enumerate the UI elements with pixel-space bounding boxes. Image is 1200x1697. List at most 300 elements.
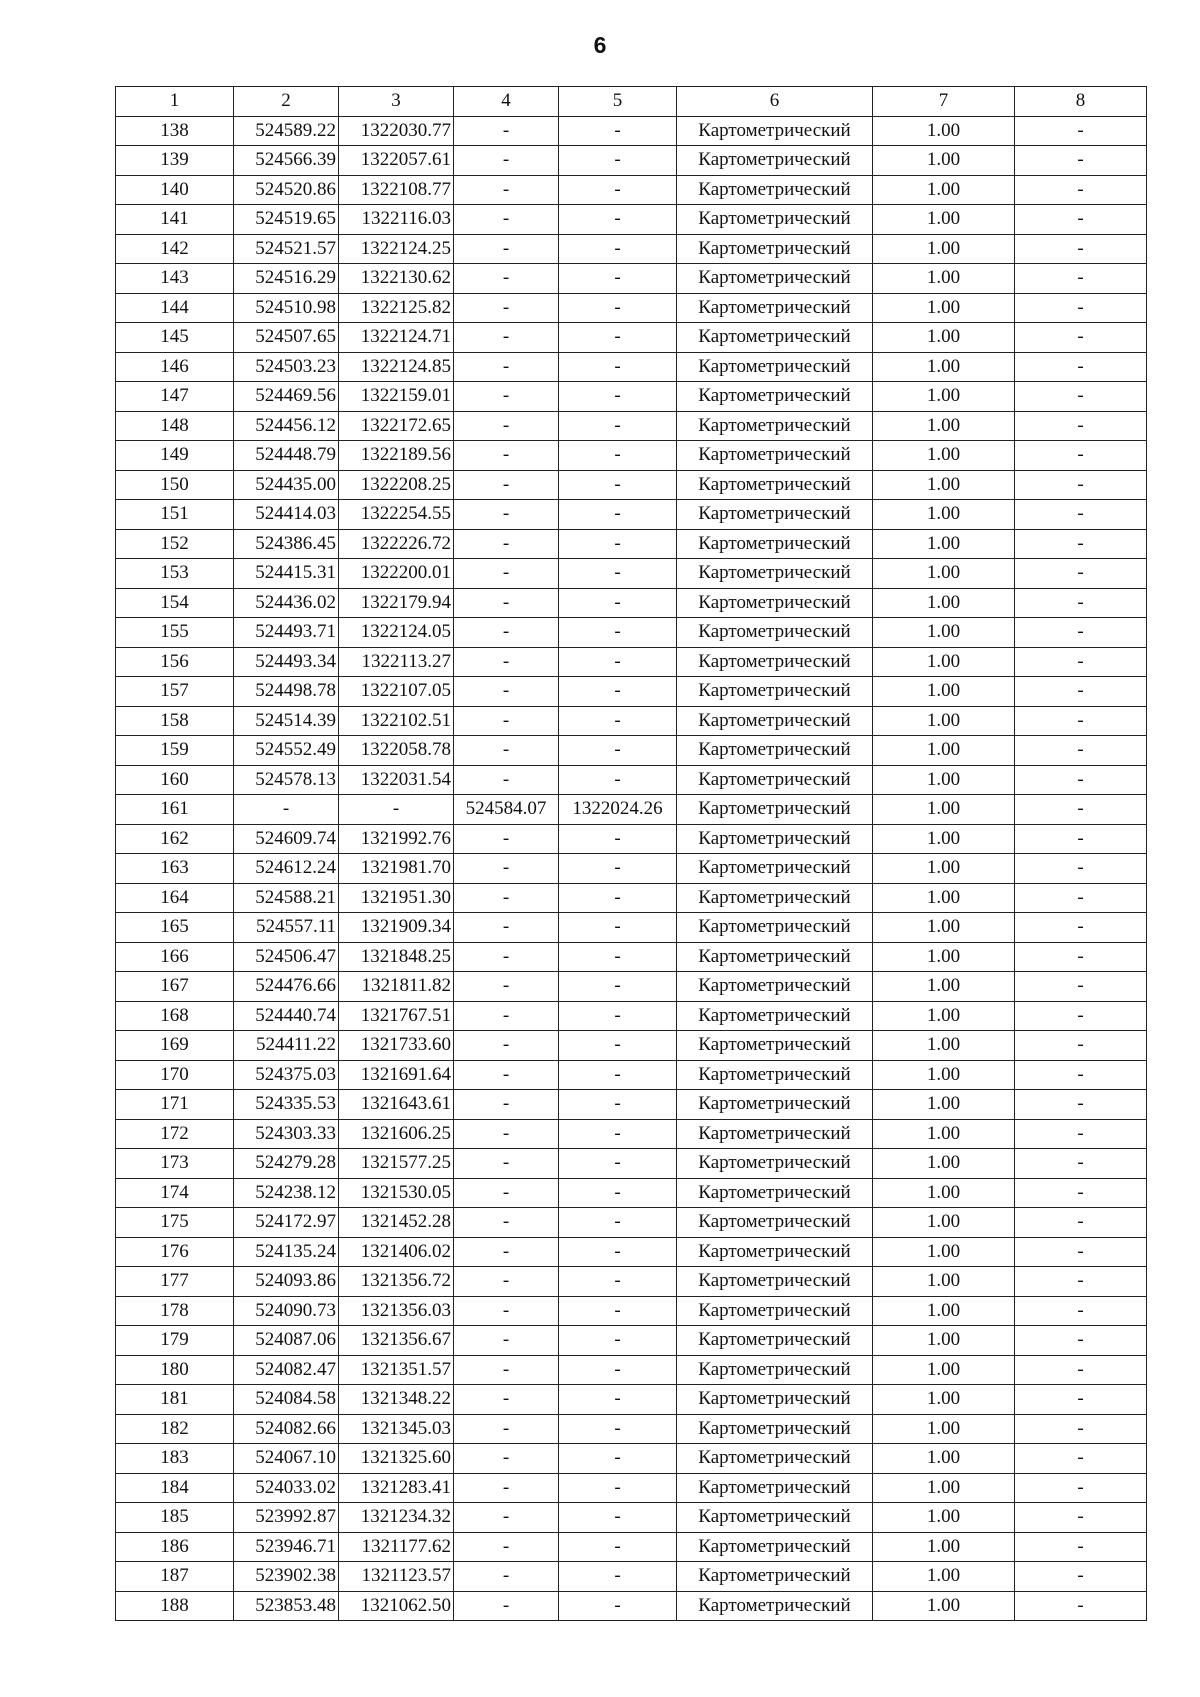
- cell-x-coordinate-alt: -: [454, 1296, 559, 1326]
- cell-accuracy: 1.00: [873, 706, 1015, 736]
- cell-accuracy: 1.00: [873, 1296, 1015, 1326]
- cell-point-number: 187: [116, 1562, 234, 1592]
- cell-y-coordinate: 1322125.82: [339, 293, 454, 323]
- cell-method: Картометрический: [677, 1503, 873, 1533]
- cell-description: -: [1015, 352, 1147, 382]
- cell-accuracy: 1.00: [873, 559, 1015, 589]
- cell-accuracy: 1.00: [873, 146, 1015, 176]
- cell-point-number: 188: [116, 1591, 234, 1621]
- cell-method: Картометрический: [677, 175, 873, 205]
- cell-point-number: 152: [116, 529, 234, 559]
- table-row: [116, 1562, 1147, 1592]
- cell-y-coordinate: 1321351.57: [339, 1355, 454, 1385]
- cell-y-coordinate-alt: -: [559, 824, 677, 854]
- cell-x-coordinate: 524589.22: [234, 116, 339, 146]
- cell-x-coordinate-alt: -: [454, 234, 559, 264]
- cell-accuracy: 1.00: [873, 352, 1015, 382]
- cell-y-coordinate-alt: 1322024.26: [559, 795, 677, 825]
- table-row: [116, 1385, 1147, 1415]
- cell-y-coordinate-alt: -: [559, 588, 677, 618]
- cell-x-coordinate: 524067.10: [234, 1444, 339, 1474]
- cell-x-coordinate-alt: -: [454, 1355, 559, 1385]
- cell-y-coordinate: 1322108.77: [339, 175, 454, 205]
- cell-x-coordinate: 524279.28: [234, 1149, 339, 1179]
- cell-x-coordinate: 524448.79: [234, 441, 339, 471]
- cell-x-coordinate: 524082.47: [234, 1355, 339, 1385]
- cell-accuracy: 1.00: [873, 1532, 1015, 1562]
- cell-y-coordinate-alt: -: [559, 1060, 677, 1090]
- cell-method: Картометрический: [677, 441, 873, 471]
- cell-x-coordinate: 523946.71: [234, 1532, 339, 1562]
- cell-point-number: 143: [116, 264, 234, 294]
- cell-x-coordinate-alt: -: [454, 470, 559, 500]
- cell-x-coordinate: 524519.65: [234, 205, 339, 235]
- cell-description: -: [1015, 1326, 1147, 1356]
- cell-x-coordinate-alt: -: [454, 824, 559, 854]
- cell-y-coordinate-alt: -: [559, 1532, 677, 1562]
- cell-method: Картометрический: [677, 1178, 873, 1208]
- cell-x-coordinate: -: [234, 795, 339, 825]
- cell-point-number: 145: [116, 323, 234, 353]
- cell-x-coordinate-alt: -: [454, 618, 559, 648]
- cell-accuracy: 1.00: [873, 1562, 1015, 1592]
- table-row: [116, 352, 1147, 382]
- cell-x-coordinate: 523853.48: [234, 1591, 339, 1621]
- cell-y-coordinate: 1322189.56: [339, 441, 454, 471]
- coordinates-table: [115, 86, 1147, 1621]
- cell-accuracy: 1.00: [873, 588, 1015, 618]
- cell-description: -: [1015, 470, 1147, 500]
- table-row: [116, 411, 1147, 441]
- cell-x-coordinate: 524415.31: [234, 559, 339, 589]
- cell-description: -: [1015, 736, 1147, 766]
- cell-x-coordinate-alt: -: [454, 1473, 559, 1503]
- cell-description: -: [1015, 1562, 1147, 1592]
- cell-x-coordinate: 524476.66: [234, 972, 339, 1002]
- cell-y-coordinate: 1321733.60: [339, 1031, 454, 1061]
- cell-y-coordinate: 1322208.25: [339, 470, 454, 500]
- cell-x-coordinate: 524498.78: [234, 677, 339, 707]
- table-row: [116, 618, 1147, 648]
- cell-x-coordinate: 524588.21: [234, 883, 339, 913]
- cell-point-number: 172: [116, 1119, 234, 1149]
- cell-point-number: 164: [116, 883, 234, 913]
- cell-accuracy: 1.00: [873, 854, 1015, 884]
- cell-method: Картометрический: [677, 264, 873, 294]
- cell-point-number: 155: [116, 618, 234, 648]
- header-cell-1: 1: [116, 87, 234, 117]
- cell-description: -: [1015, 677, 1147, 707]
- cell-accuracy: 1.00: [873, 293, 1015, 323]
- cell-accuracy: 1.00: [873, 1326, 1015, 1356]
- table-row: [116, 854, 1147, 884]
- cell-y-coordinate: 1322031.54: [339, 765, 454, 795]
- cell-method: Картометрический: [677, 323, 873, 353]
- cell-y-coordinate: 1321452.28: [339, 1208, 454, 1238]
- cell-method: Картометрический: [677, 352, 873, 382]
- cell-y-coordinate-alt: -: [559, 1178, 677, 1208]
- cell-x-coordinate: 524578.13: [234, 765, 339, 795]
- cell-accuracy: 1.00: [873, 795, 1015, 825]
- cell-point-number: 138: [116, 116, 234, 146]
- cell-method: Картометрический: [677, 559, 873, 589]
- cell-y-coordinate: 1322200.01: [339, 559, 454, 589]
- cell-x-coordinate-alt: -: [454, 1237, 559, 1267]
- cell-method: Картометрический: [677, 205, 873, 235]
- cell-point-number: 178: [116, 1296, 234, 1326]
- cell-x-coordinate-alt: -: [454, 1326, 559, 1356]
- cell-y-coordinate: 1321530.05: [339, 1178, 454, 1208]
- cell-x-coordinate: 524503.23: [234, 352, 339, 382]
- cell-x-coordinate-alt: -: [454, 765, 559, 795]
- cell-x-coordinate-alt: -: [454, 706, 559, 736]
- cell-method: Картометрический: [677, 913, 873, 943]
- cell-y-coordinate: 1322226.72: [339, 529, 454, 559]
- cell-y-coordinate-alt: -: [559, 441, 677, 471]
- cell-point-number: 171: [116, 1090, 234, 1120]
- cell-method: Картометрический: [677, 883, 873, 913]
- cell-y-coordinate: 1321909.34: [339, 913, 454, 943]
- table-header: [116, 87, 1147, 117]
- cell-y-coordinate-alt: -: [559, 618, 677, 648]
- cell-description: -: [1015, 854, 1147, 884]
- cell-y-coordinate-alt: -: [559, 647, 677, 677]
- table-row: [116, 972, 1147, 1002]
- cell-method: Картометрический: [677, 1591, 873, 1621]
- cell-x-coordinate: 524093.86: [234, 1267, 339, 1297]
- cell-y-coordinate: -: [339, 795, 454, 825]
- cell-description: -: [1015, 883, 1147, 913]
- cell-accuracy: 1.00: [873, 323, 1015, 353]
- cell-description: -: [1015, 1060, 1147, 1090]
- cell-x-coordinate-alt: -: [454, 972, 559, 1002]
- table-row: [116, 588, 1147, 618]
- cell-description: -: [1015, 1355, 1147, 1385]
- cell-method: Картометрический: [677, 795, 873, 825]
- cell-x-coordinate-alt: -: [454, 323, 559, 353]
- cell-point-number: 174: [116, 1178, 234, 1208]
- table-row: [116, 1355, 1147, 1385]
- cell-x-coordinate-alt: -: [454, 854, 559, 884]
- cell-y-coordinate-alt: -: [559, 854, 677, 884]
- cell-accuracy: 1.00: [873, 1444, 1015, 1474]
- cell-point-number: 153: [116, 559, 234, 589]
- cell-y-coordinate: 1321177.62: [339, 1532, 454, 1562]
- cell-point-number: 179: [116, 1326, 234, 1356]
- cell-method: Картометрический: [677, 1473, 873, 1503]
- cell-y-coordinate-alt: -: [559, 234, 677, 264]
- cell-description: -: [1015, 175, 1147, 205]
- cell-x-coordinate: 523902.38: [234, 1562, 339, 1592]
- cell-description: -: [1015, 1149, 1147, 1179]
- cell-accuracy: 1.00: [873, 824, 1015, 854]
- cell-point-number: 180: [116, 1355, 234, 1385]
- table-row: [116, 559, 1147, 589]
- cell-accuracy: 1.00: [873, 618, 1015, 648]
- cell-x-coordinate: 524436.02: [234, 588, 339, 618]
- cell-description: -: [1015, 618, 1147, 648]
- cell-y-coordinate-alt: -: [559, 175, 677, 205]
- cell-point-number: 149: [116, 441, 234, 471]
- cell-method: Картометрический: [677, 500, 873, 530]
- cell-x-coordinate: 524386.45: [234, 529, 339, 559]
- cell-method: Картометрический: [677, 382, 873, 412]
- cell-description: -: [1015, 1503, 1147, 1533]
- cell-y-coordinate: 1322130.62: [339, 264, 454, 294]
- cell-x-coordinate-alt: -: [454, 942, 559, 972]
- cell-accuracy: 1.00: [873, 1119, 1015, 1149]
- cell-y-coordinate-alt: -: [559, 1208, 677, 1238]
- table-row: [116, 1060, 1147, 1090]
- cell-accuracy: 1.00: [873, 441, 1015, 471]
- cell-description: -: [1015, 1473, 1147, 1503]
- cell-accuracy: 1.00: [873, 1001, 1015, 1031]
- cell-y-coordinate-alt: -: [559, 470, 677, 500]
- table-row: [116, 1178, 1147, 1208]
- cell-method: Картометрический: [677, 1355, 873, 1385]
- cell-point-number: 140: [116, 175, 234, 205]
- cell-method: Картометрический: [677, 972, 873, 1002]
- cell-y-coordinate-alt: -: [559, 1296, 677, 1326]
- cell-point-number: 141: [116, 205, 234, 235]
- header-cell-6: 6: [677, 87, 873, 117]
- cell-x-coordinate-alt: -: [454, 1178, 559, 1208]
- cell-x-coordinate: 524375.03: [234, 1060, 339, 1090]
- cell-y-coordinate-alt: -: [559, 323, 677, 353]
- cell-point-number: 151: [116, 500, 234, 530]
- cell-x-coordinate: 524552.49: [234, 736, 339, 766]
- cell-x-coordinate: 523992.87: [234, 1503, 339, 1533]
- cell-y-coordinate-alt: -: [559, 883, 677, 913]
- cell-point-number: 177: [116, 1267, 234, 1297]
- cell-accuracy: 1.00: [873, 234, 1015, 264]
- cell-y-coordinate-alt: -: [559, 765, 677, 795]
- header-cell-3: 3: [339, 87, 454, 117]
- cell-x-coordinate: 524303.33: [234, 1119, 339, 1149]
- cell-description: -: [1015, 264, 1147, 294]
- cell-x-coordinate-alt: -: [454, 913, 559, 943]
- cell-accuracy: 1.00: [873, 677, 1015, 707]
- table-row: [116, 116, 1147, 146]
- cell-accuracy: 1.00: [873, 1473, 1015, 1503]
- cell-x-coordinate: 524516.29: [234, 264, 339, 294]
- cell-point-number: 148: [116, 411, 234, 441]
- cell-y-coordinate: 1321577.25: [339, 1149, 454, 1179]
- cell-point-number: 184: [116, 1473, 234, 1503]
- cell-point-number: 170: [116, 1060, 234, 1090]
- cell-y-coordinate-alt: -: [559, 1267, 677, 1297]
- cell-description: -: [1015, 824, 1147, 854]
- cell-y-coordinate-alt: -: [559, 1473, 677, 1503]
- cell-description: -: [1015, 706, 1147, 736]
- cell-y-coordinate: 1321606.25: [339, 1119, 454, 1149]
- table-row: [116, 1208, 1147, 1238]
- table-row: [116, 942, 1147, 972]
- cell-x-coordinate: 524135.24: [234, 1237, 339, 1267]
- cell-accuracy: 1.00: [873, 1414, 1015, 1444]
- header-row: [116, 87, 1147, 117]
- cell-x-coordinate-alt: -: [454, 500, 559, 530]
- table-row: [116, 1237, 1147, 1267]
- cell-method: Картометрический: [677, 1119, 873, 1149]
- cell-point-number: 167: [116, 972, 234, 1002]
- cell-method: Картометрический: [677, 1031, 873, 1061]
- cell-method: Картометрический: [677, 1385, 873, 1415]
- cell-description: -: [1015, 1591, 1147, 1621]
- cell-description: -: [1015, 972, 1147, 1002]
- table-row: [116, 293, 1147, 323]
- cell-x-coordinate-alt: -: [454, 736, 559, 766]
- cell-method: Картометрический: [677, 116, 873, 146]
- table-row: [116, 706, 1147, 736]
- cell-point-number: 156: [116, 647, 234, 677]
- cell-x-coordinate-alt: -: [454, 1060, 559, 1090]
- cell-point-number: 183: [116, 1444, 234, 1474]
- cell-y-coordinate: 1322159.01: [339, 382, 454, 412]
- cell-point-number: 154: [116, 588, 234, 618]
- cell-accuracy: 1.00: [873, 205, 1015, 235]
- cell-accuracy: 1.00: [873, 1237, 1015, 1267]
- cell-method: Картометрический: [677, 411, 873, 441]
- cell-description: -: [1015, 234, 1147, 264]
- cell-description: -: [1015, 1385, 1147, 1415]
- cell-method: Картометрический: [677, 1562, 873, 1592]
- cell-description: -: [1015, 1090, 1147, 1120]
- table-row: [116, 1444, 1147, 1474]
- cell-x-coordinate: 524414.03: [234, 500, 339, 530]
- table-row: [116, 441, 1147, 471]
- header-cell-5: 5: [559, 87, 677, 117]
- table-row: [116, 883, 1147, 913]
- cell-method: Картометрический: [677, 529, 873, 559]
- cell-x-coordinate: 524084.58: [234, 1385, 339, 1415]
- cell-x-coordinate-alt: -: [454, 352, 559, 382]
- cell-y-coordinate-alt: -: [559, 1326, 677, 1356]
- table-row: [116, 175, 1147, 205]
- cell-description: -: [1015, 323, 1147, 353]
- table-row: [116, 1326, 1147, 1356]
- cell-x-coordinate: 524456.12: [234, 411, 339, 441]
- cell-point-number: 166: [116, 942, 234, 972]
- cell-y-coordinate-alt: -: [559, 942, 677, 972]
- cell-accuracy: 1.00: [873, 470, 1015, 500]
- cell-x-coordinate: 524238.12: [234, 1178, 339, 1208]
- cell-point-number: 144: [116, 293, 234, 323]
- table-row: [116, 1414, 1147, 1444]
- cell-accuracy: 1.00: [873, 736, 1015, 766]
- cell-point-number: 142: [116, 234, 234, 264]
- cell-point-number: 182: [116, 1414, 234, 1444]
- cell-method: Картометрический: [677, 1326, 873, 1356]
- cell-accuracy: 1.00: [873, 913, 1015, 943]
- cell-x-coordinate: 524435.00: [234, 470, 339, 500]
- cell-point-number: 181: [116, 1385, 234, 1415]
- header-cell-8: 8: [1015, 87, 1147, 117]
- cell-accuracy: 1.00: [873, 1208, 1015, 1238]
- header-cell-4: 4: [454, 87, 559, 117]
- cell-method: Картометрический: [677, 1149, 873, 1179]
- cell-y-coordinate: 1321767.51: [339, 1001, 454, 1031]
- table-row: [116, 529, 1147, 559]
- cell-point-number: 159: [116, 736, 234, 766]
- table-row: [116, 824, 1147, 854]
- cell-point-number: 168: [116, 1001, 234, 1031]
- cell-x-coordinate-alt: -: [454, 411, 559, 441]
- cell-x-coordinate-alt: -: [454, 1532, 559, 1562]
- cell-method: Картометрический: [677, 1237, 873, 1267]
- cell-y-coordinate-alt: -: [559, 500, 677, 530]
- cell-method: Картометрический: [677, 293, 873, 323]
- cell-x-coordinate-alt: -: [454, 382, 559, 412]
- cell-x-coordinate: 524520.86: [234, 175, 339, 205]
- cell-description: -: [1015, 1414, 1147, 1444]
- cell-method: Картометрический: [677, 1414, 873, 1444]
- cell-accuracy: 1.00: [873, 382, 1015, 412]
- cell-description: -: [1015, 1208, 1147, 1238]
- cell-y-coordinate-alt: -: [559, 116, 677, 146]
- cell-x-coordinate: 524612.24: [234, 854, 339, 884]
- header-cell-7: 7: [873, 87, 1015, 117]
- cell-accuracy: 1.00: [873, 972, 1015, 1002]
- cell-y-coordinate-alt: -: [559, 1090, 677, 1120]
- cell-description: -: [1015, 1119, 1147, 1149]
- cell-method: Картометрический: [677, 470, 873, 500]
- cell-y-coordinate-alt: -: [559, 293, 677, 323]
- table-row: [116, 1591, 1147, 1621]
- cell-y-coordinate: 1322124.71: [339, 323, 454, 353]
- cell-accuracy: 1.00: [873, 1149, 1015, 1179]
- cell-y-coordinate-alt: -: [559, 411, 677, 441]
- cell-x-coordinate: 524440.74: [234, 1001, 339, 1031]
- cell-x-coordinate-alt: -: [454, 175, 559, 205]
- cell-y-coordinate: 1321283.41: [339, 1473, 454, 1503]
- cell-x-coordinate-alt: -: [454, 1119, 559, 1149]
- cell-y-coordinate: 1321123.57: [339, 1562, 454, 1592]
- cell-y-coordinate-alt: -: [559, 1001, 677, 1031]
- cell-x-coordinate: 524411.22: [234, 1031, 339, 1061]
- cell-point-number: 146: [116, 352, 234, 382]
- table-row: [116, 1119, 1147, 1149]
- cell-description: -: [1015, 1178, 1147, 1208]
- cell-y-coordinate: 1322030.77: [339, 116, 454, 146]
- cell-description: -: [1015, 913, 1147, 943]
- cell-y-coordinate-alt: -: [559, 1237, 677, 1267]
- cell-x-coordinate-alt: -: [454, 1562, 559, 1592]
- cell-y-coordinate: 1322124.25: [339, 234, 454, 264]
- cell-y-coordinate-alt: -: [559, 1355, 677, 1385]
- cell-y-coordinate-alt: -: [559, 205, 677, 235]
- cell-y-coordinate: 1322107.05: [339, 677, 454, 707]
- cell-x-coordinate: 524566.39: [234, 146, 339, 176]
- cell-y-coordinate-alt: -: [559, 913, 677, 943]
- cell-y-coordinate: 1322113.27: [339, 647, 454, 677]
- table-row: [116, 234, 1147, 264]
- cell-y-coordinate: 1321992.76: [339, 824, 454, 854]
- cell-method: Картометрический: [677, 677, 873, 707]
- cell-method: Картометрический: [677, 824, 873, 854]
- cell-point-number: 157: [116, 677, 234, 707]
- cell-y-coordinate: 1321356.67: [339, 1326, 454, 1356]
- cell-description: -: [1015, 588, 1147, 618]
- cell-y-coordinate: 1321811.82: [339, 972, 454, 1002]
- cell-y-coordinate: 1321325.60: [339, 1444, 454, 1474]
- header-cell-2: 2: [234, 87, 339, 117]
- cell-x-coordinate: 524172.97: [234, 1208, 339, 1238]
- cell-x-coordinate: 524609.74: [234, 824, 339, 854]
- cell-y-coordinate: 1321981.70: [339, 854, 454, 884]
- cell-description: -: [1015, 1267, 1147, 1297]
- table-row: [116, 323, 1147, 353]
